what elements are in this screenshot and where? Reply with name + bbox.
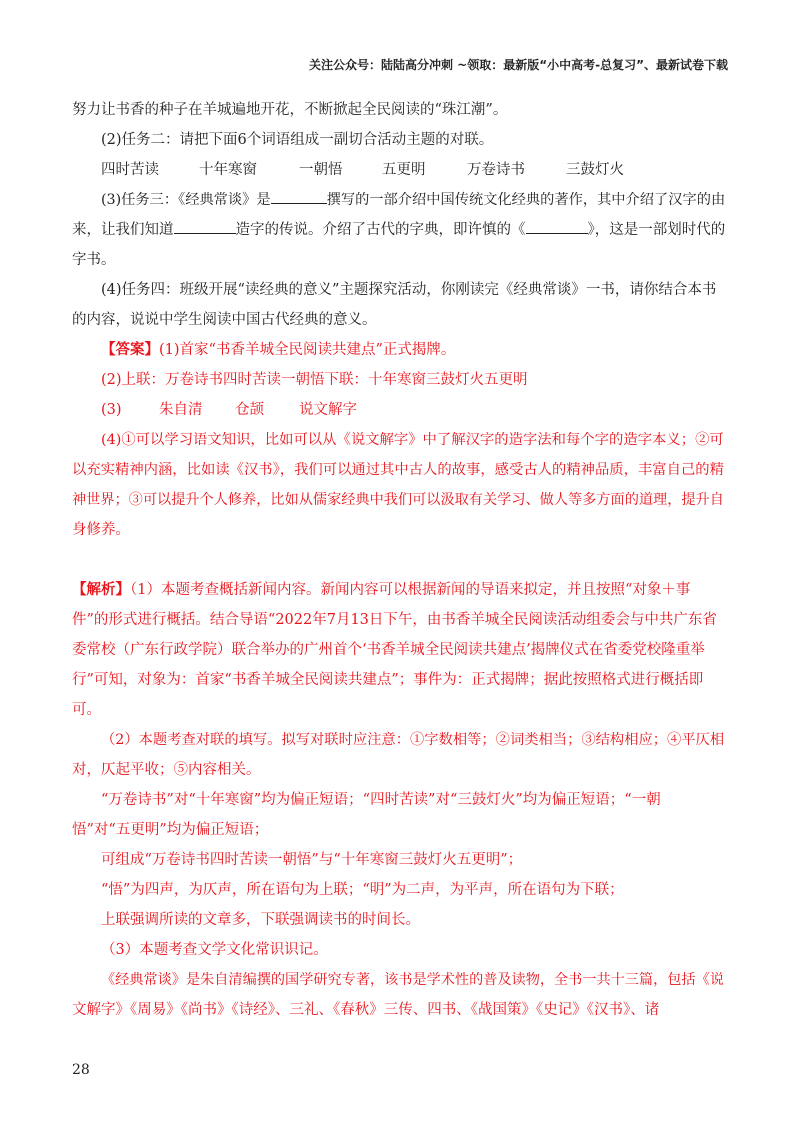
answer-item: 朱自清: [159, 402, 203, 418]
answer-blank: [174, 219, 236, 234]
analysis-line: 可。: [72, 702, 101, 718]
answer-blank: [271, 189, 327, 204]
answer-blank: [526, 219, 588, 234]
analysis-line: 件”的形式进行概括。结合导语“2022年7月13日下午，由书香羊城全民阅读活动组委会与中共广东省: [72, 612, 717, 628]
analysis-line: “悟”为四声，为仄声，所在语句为上联；“明”为二声，为平声，所在语句为下联；: [101, 882, 624, 898]
answer-tag: 【答案】: [101, 341, 159, 358]
analysis-line: （3）本题考查文学文化常识识记。: [101, 942, 328, 958]
task3-line1: [72, 185, 728, 215]
task3-text: 撰写的一部介绍中国传统文化经典的著作，其中介绍了汉字的由: [326, 192, 726, 208]
task3-line2: [72, 215, 728, 245]
answer-line3: [72, 395, 728, 425]
task3-text: 》，这是一部划时代的: [587, 222, 726, 238]
task4-line1: (4)任务四：班级开展“读经典的意义”主题探究活动，你刚读完《经典常谈》一书，请你结合本书: [101, 282, 717, 298]
answer-line2: (2)上联：万卷诗书四时苦读一朝悟下联：十年寒窗三鼓灯火五更明: [101, 372, 528, 388]
word-item: 万卷诗书: [467, 162, 525, 178]
analysis-line: 对，仄起平收；⑤内容相关。: [72, 762, 261, 778]
analysis-line: 行”可知，对象为：首家“书香羊城全民阅读共建点”；事件为：正式揭牌；据此按照格式进行概括即: [72, 672, 704, 688]
analysis-line: 委常校（广东行政学院）联合举办的广州首个‘书香羊城全民阅读共建点’揭牌仪式在省委党校隆重举: [72, 642, 705, 658]
word-item: 十年寒窗: [199, 162, 257, 178]
analysis-line1: [72, 575, 728, 605]
answer-line4: (4)①可以学习语文知识，比如可以从《说文解字》中了解汉字的造字法和每个字的造字本义；②可: [101, 432, 724, 448]
answer-item: 说文解字: [299, 402, 357, 418]
word-item: 四时苦读: [101, 162, 159, 178]
word-item: 三鼓灯火: [566, 162, 624, 178]
document-body: [72, 95, 728, 1025]
answer-item: 仓颉: [235, 402, 264, 418]
answer-line7: 身修养。: [72, 522, 130, 538]
answer-line6: 神世界；③可以提升个人修养，比如从儒家经典中我们可以汲取有关学习、做人等多方面的道理，提升自: [72, 492, 724, 508]
task4-line2: 的内容，说说中学生阅读中国古代经典的意义。: [72, 312, 377, 328]
analysis-line: 《经典常谈》是朱自清编撰的国学研究专著，该书是学术性的普及读物，全书一共十三篇，包括《说: [101, 972, 724, 988]
question-intro-tail: 努力让书香的种子在羊城遍地开花，不断掀起全民阅读的“珠江潮”。: [72, 102, 508, 118]
task2-prompt: (2)任务二：请把下面6个词语组成一副切合活动主题的对联。: [101, 132, 494, 148]
analysis-tag: 【解析】: [72, 581, 130, 598]
analysis-line: “万卷诗书”对“十年寒窗”均为偏正短语；“四时苦读”对“三鼓灯火”均为偏正短语；“一朝: [101, 792, 661, 808]
task3-text: (3)任务三：《经典常谈》是: [101, 192, 271, 208]
answer-line5: 以充实精神内涵，比如读《汉书》，我们可以通过其中古人的故事，感受古人的精神品质，丰富自己的精: [72, 462, 724, 478]
word-item: 一朝悟: [299, 162, 343, 178]
task3-text: 造字的传说。介绍了古代的字典，即许慎的《: [235, 222, 526, 238]
analysis-line: 文解字》《周易》《尚书》《诗经》、三礼、《春秋》三传、四书、《战国策》《史记》《汉书》、诸: [72, 1002, 660, 1018]
page-header: 关注公众号：陆陆高分冲刺 ~领取：最新版“小中高考-总复习”、最新试卷下载: [309, 58, 728, 72]
word-list: [72, 155, 728, 185]
answer-line1: [72, 335, 728, 365]
analysis-line: 上联强调所读的文章多，下联强调读书的时间长。: [101, 912, 420, 928]
task3-line3: 字书。: [72, 252, 116, 268]
analysis-line: 悟”对“五更明”均为偏正短语；: [72, 822, 269, 838]
page-number: 28: [72, 1062, 90, 1078]
answer-text: (1)首家“书香羊城全民阅读共建点”正式揭牌。: [159, 342, 456, 358]
analysis-text: （1）本题考查概括新闻内容。新闻内容可以根据新闻的导语来拟定，并且按照“对象＋事: [130, 582, 691, 598]
task3-text: 来，让我们知道: [72, 222, 174, 238]
answer-label: (3): [101, 402, 122, 418]
analysis-line: 可组成“万卷诗书四时苦读一朝悟”与“十年寒窗三鼓灯火五更明”；: [101, 852, 523, 868]
word-item: 五更明: [382, 162, 426, 178]
analysis-line: （2）本题考查对联的填写。拟写对联时应注意：①字数相等；②词类相当；③结构相应；④平仄相: [101, 732, 725, 748]
